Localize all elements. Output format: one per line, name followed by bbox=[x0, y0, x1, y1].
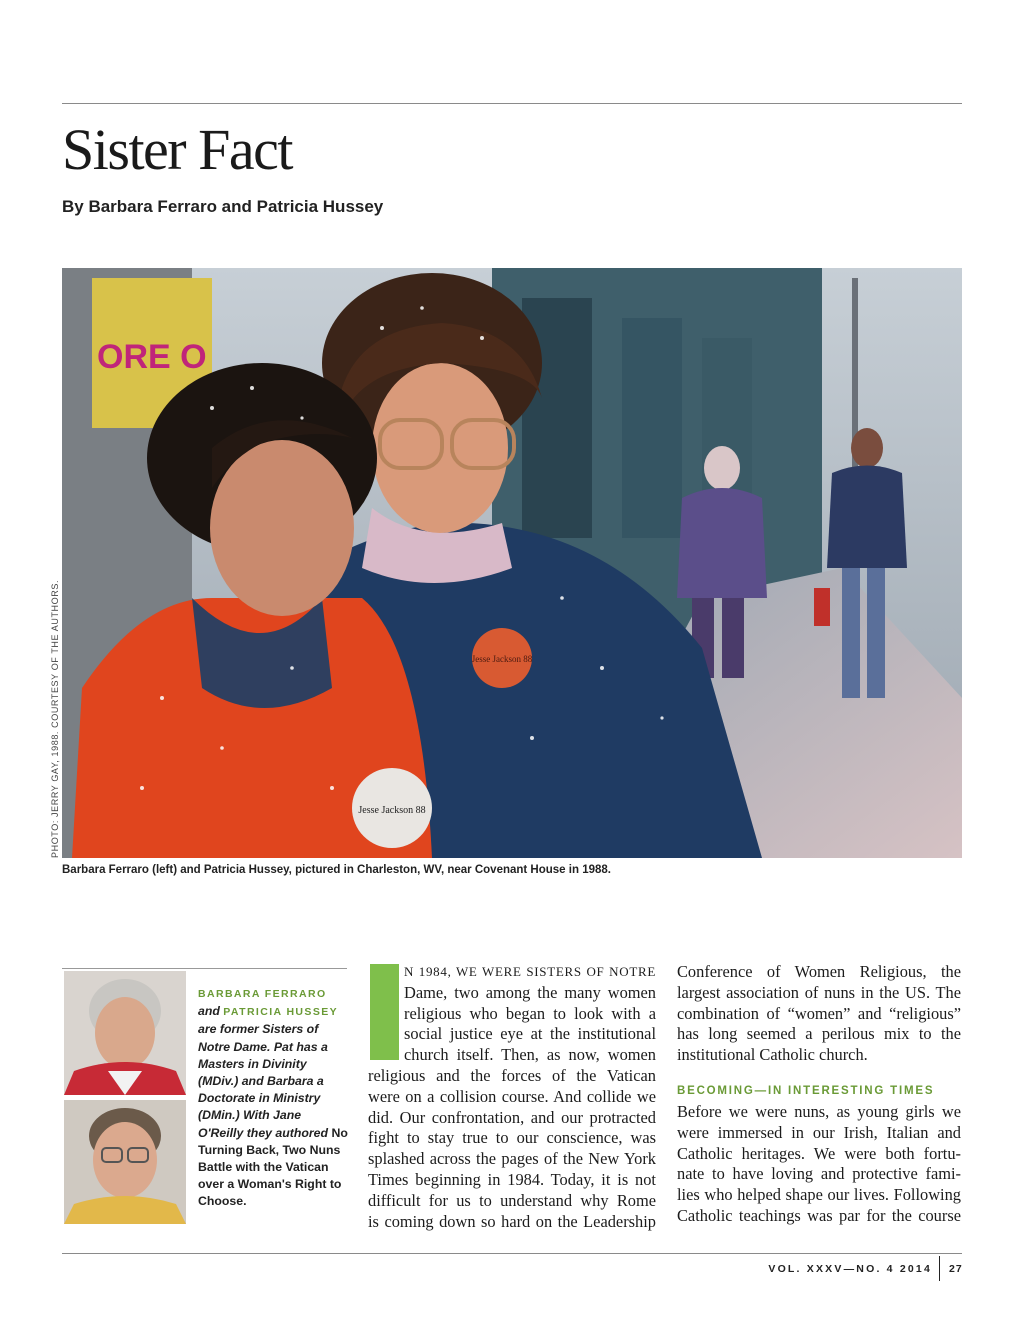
article-byline: By Barbara Ferraro and Patricia Hussey bbox=[62, 197, 384, 216]
section-heading: BECOMING—IN INTERESTING TIMES bbox=[677, 1084, 935, 1097]
body-column-2: Conference of Women Religious, the largest association of nuns in the US. The combination of “women” and “religious” has long seemed a perilous mix to the institutional Catholic church. BECOMING—IN INTERESTING TIMES Before we were nuns, as young girls we were immersed in our Irish, Italian and Catholic heritages. We were both fortu- nate to have loving and protective fami- lies who helped shape our lives. Following Catholic teachings was par for the course bbox=[677, 962, 961, 1225]
page-number: 27 bbox=[949, 1263, 963, 1275]
author-photo-hussey bbox=[64, 1100, 186, 1224]
main-photo bbox=[62, 268, 962, 858]
bio-book-title: No Turning Back, Two Nuns Battle with the Vatican over a Woman's Right to Choose. bbox=[198, 1125, 348, 1209]
footer-divider bbox=[939, 1256, 940, 1281]
bio-description: are former Sisters of Notre Dame. Pat has a Masters in Divinity (MDiv.) and Barbara a Doctorate in Ministry (DMin.) With Jane O'Reilly they authored bbox=[198, 1022, 329, 1140]
issue-info: VOL. XXXV—NO. 4 2014 bbox=[768, 1263, 932, 1275]
author-bio: BARBARA FERRARO and PATRICIA HUSSEY are former Sisters of Notre Dame. Pat has a Masters in Divinity (MDiv.) and Barbara a Doctorate in Ministry (DMin.) With Jane O'Reilly they authored No Turning Back, Two Nuns Battle with the Vatican over a Woman's Right to Choose. bbox=[198, 988, 348, 1209]
author-photo-ferraro bbox=[64, 971, 186, 1095]
bio-top-rule bbox=[62, 968, 347, 969]
top-rule bbox=[62, 103, 962, 104]
bio-name-ferraro: BARBARA FERRARO bbox=[198, 988, 327, 1000]
wall-sign-text: ORE O bbox=[97, 338, 207, 376]
body-column-1: N 1984, WE WERE SISTERS OF NOTRE Dame, two among the many women religious who began to look with a social justice eye at the institutional church itself. Then, as now, women religious and the forces of the Vatican were on a collision course. And collide we did. Our confrontation, and our protracted fight to stay true to our conscience, was splashed across the pages of the New York Times beginning in 1984. Today, it is not difficult for us to understand why Rome is coming down so hard on the Leadership bbox=[368, 964, 656, 1231]
photo-credit: PHOTO: JERRY GAY, 1988. COURTESY OF THE AUTHORS. bbox=[50, 579, 60, 858]
button-text-left: Jesse Jackson 88 bbox=[358, 805, 426, 816]
button-text-right: Jesse Jackson 88 bbox=[471, 654, 533, 664]
bio-name-hussey: PATRICIA HUSSEY bbox=[223, 1006, 339, 1019]
article-title: Sister Fact bbox=[62, 117, 292, 182]
photo-caption: Barbara Ferraro (left) and Patricia Hussey, pictured in Charleston, WV, near Covenant House in 1988. bbox=[62, 864, 611, 876]
bottom-rule bbox=[62, 1253, 962, 1254]
